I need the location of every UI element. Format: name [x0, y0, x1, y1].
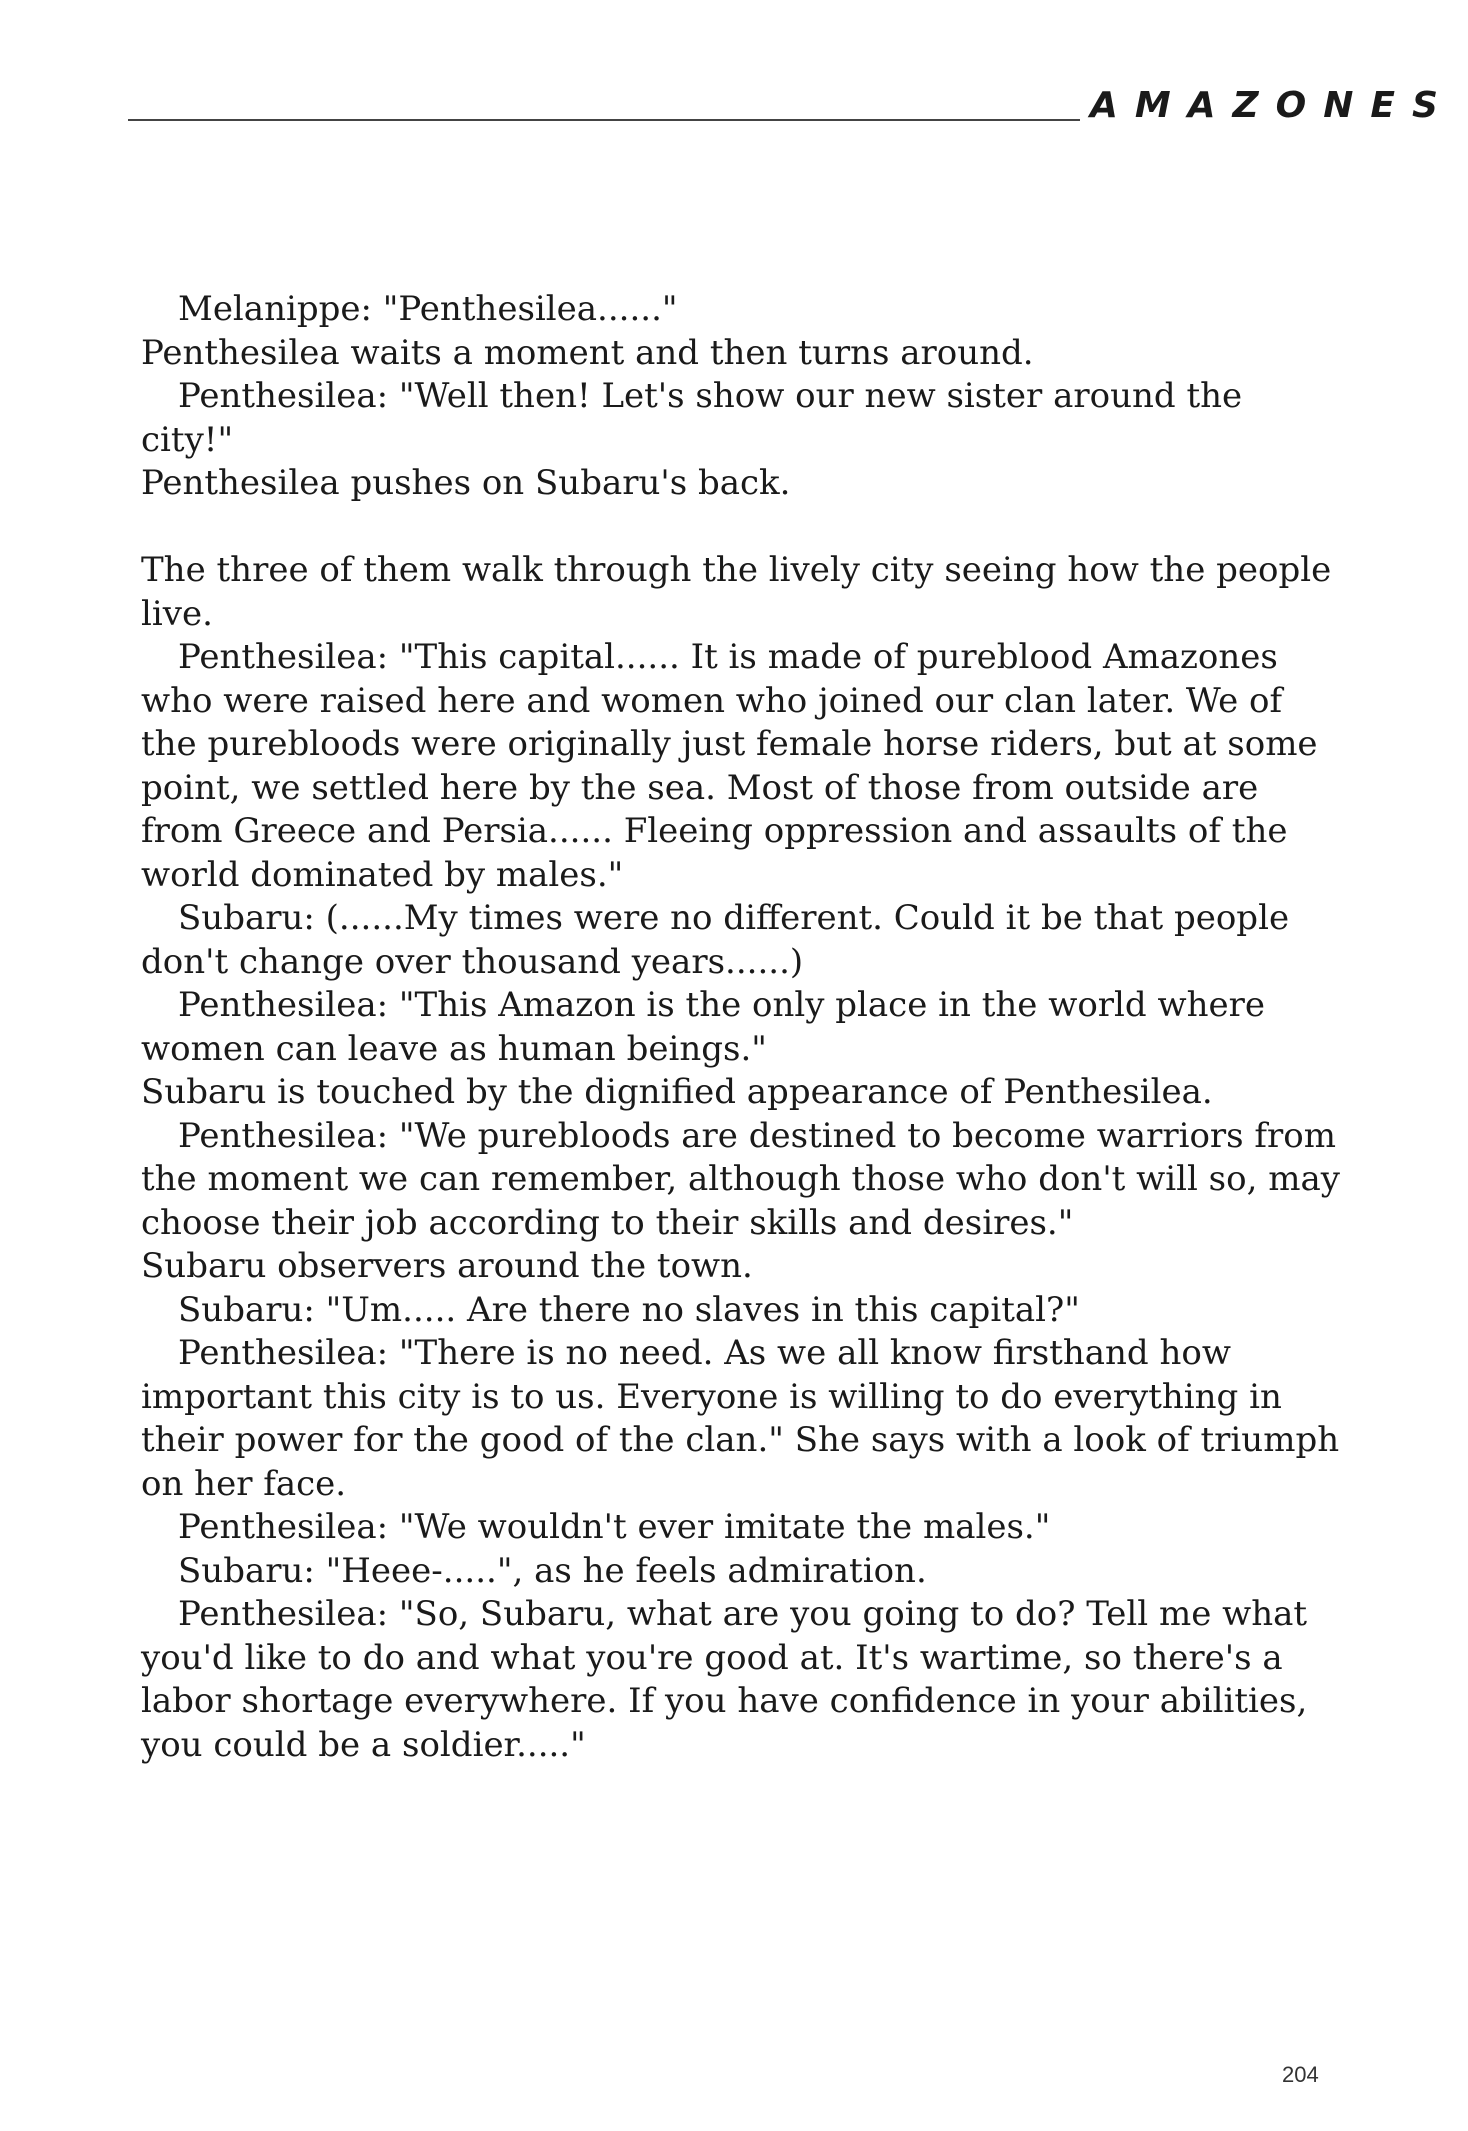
paragraph: Subaru is touched by the dignified appearance of Penthesilea. [141, 1072, 1213, 1112]
paragraph: Subaru: "Heee-.....", as he feels admiration. [178, 1550, 927, 1591]
paragraph: Penthesilea: "This Amazon is the only place in the world where women can leave as human beings." [141, 985, 1265, 1069]
paragraph: Subaru observers around the town. [141, 1246, 753, 1286]
paragraph: Penthesilea: "We wouldn't ever imitate the males." [178, 1507, 1051, 1547]
paragraph: Penthesilea: "We purebloods are destined to become warriors from the moment we can remember, although those who don't will so, may choose their job according to their skills and desires." [141, 1115, 1340, 1243]
paragraph: Penthesilea: "So, Subaru, what are you going to do? Tell me what you'd like to do and what you're good at. It's wartime, so there's a labor shortage everywhere. If you have confidence in your abilities, you could be a soldier....." [141, 1594, 1308, 1765]
running-header-title: AMAZONES [1090, 85, 1455, 126]
paragraph: Penthesilea: "Well then! Let's show our new sister around the city!" [141, 376, 1243, 460]
paragraph: Subaru: "Um..... Are there no slaves in this capital?" [178, 1289, 1080, 1330]
paragraph: Penthesilea pushes on Subaru's back. [141, 463, 791, 503]
paragraph: Penthesilea: "There is no need. As we all know firsthand how important this city is to us. Everyone is willing to do everything in their power for the good of the clan." She says with a look of triumph on her face. [141, 1333, 1340, 1504]
page-number: 204 [1282, 2062, 1319, 2087]
body-text [141, 288, 1341, 1767]
paragraph: The three of them walk through the lively city seeing how the people live. [141, 550, 1332, 634]
paragraph: Penthesilea: "This capital...... It is made of pureblood Amazones who were raised here and women who joined our clan later. We of the purebloods were originally just female horse riders, but at some point, we settled here by the sea. Most of those from outside are from Greece and Persia...... Fleeing oppression and assaults of the world dominated by males." [141, 637, 1318, 895]
paragraph: Subaru: (......My times were no different. Could it be that people don't change over thousand years......) [141, 898, 1290, 982]
paragraph: Melanippe: "Penthesilea......" [178, 289, 678, 329]
header-rule [128, 119, 1080, 121]
paragraph: Penthesilea waits a moment and then turns around. [141, 332, 1034, 373]
